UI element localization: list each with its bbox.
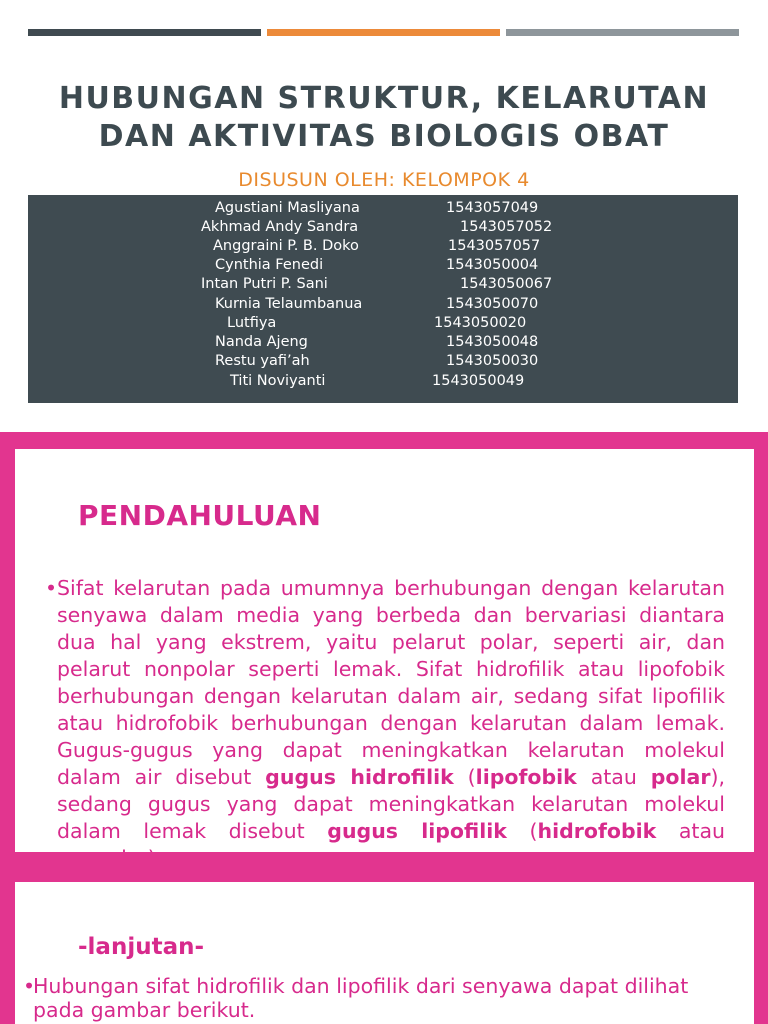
section-heading: PENDAHULUAN [78, 499, 322, 532]
member-name: Restu yafi’ah [215, 353, 310, 369]
member-nim: 1543050067 [460, 276, 553, 292]
member-row [28, 256, 738, 275]
title-line-2: DAN AKTIVITAS BIOLOGIS OBAT [98, 119, 670, 154]
slide-pendahuluan [0, 432, 768, 852]
member-row [28, 314, 738, 333]
section-heading: -lanjutan- [78, 934, 205, 960]
intro-paragraph [45, 575, 726, 872]
member-name: Cynthia Fenedi [215, 257, 324, 273]
paragraph-text: ( [453, 765, 476, 789]
paragraph-text: atau [576, 765, 651, 789]
bold-term: polar [650, 765, 711, 789]
paragraph-text: Hubungan sifat hidrofilik dan lipofilik dari senyawa dapat dilihat pada gambar berikut. [33, 974, 689, 1022]
member-name: Titi Noviyanti [230, 373, 326, 389]
accent-bar-gray [506, 29, 739, 36]
paragraph-text: Sifat kelarutan pada umumnya berhubungan dengan kelarutan senyawa dalam media yang berbeda dan bervariasi diantara dua hal yang ekstrem, yaitu pelarut polar, seperti air, dan pelarut nonpolar seperti lemak. Sifat hidrofilik atau lipofobik berhubungan dengan kelarutan dalam air, sedang sifat lipofilik atau hidrofobik berhubungan dengan kelarutan dalam lemak. Gugus-gugus yang dapat meningkatkan kelarutan molekul dalam air disebut [57, 576, 725, 789]
paragraph-text: ), sedang gugus yang dapat meningkatkan kelarutan molekul dalam lemak disebut [57, 765, 725, 843]
member-nim: 1543050070 [446, 296, 539, 312]
paragraph-text: ( [506, 819, 538, 843]
member-nim: 1543050048 [446, 334, 539, 350]
member-nim: 1543057057 [448, 238, 541, 254]
member-row [28, 372, 738, 391]
member-nim: 1543050020 [434, 315, 527, 331]
member-name: Nanda Ajeng [215, 334, 308, 350]
slide-title [0, 0, 768, 432]
slide-title-heading [0, 80, 768, 156]
title-line-1: HUBUNGAN STRUKTUR, KELARUTAN [58, 81, 710, 116]
member-row [28, 333, 738, 352]
slide-subtitle: DISUSUN OLEH: KELOMPOK 4 [238, 169, 530, 191]
member-row [28, 295, 738, 314]
bullet-marker: • [23, 974, 36, 998]
member-row [28, 199, 738, 218]
member-name: Agustiani Masliyana [215, 200, 360, 216]
member-nim: 1543050049 [432, 373, 525, 389]
paragraph-text: atau [678, 819, 726, 843]
member-nim: 1543057049 [446, 200, 539, 216]
member-row [28, 275, 738, 294]
member-name: Lutfiya [227, 315, 277, 331]
lanjutan-paragraph [23, 974, 713, 1022]
slide-lanjutan [0, 852, 768, 1024]
member-name: Anggraini P. B. Doko [213, 238, 359, 254]
member-row [28, 352, 738, 371]
bold-term: lipofobik [475, 765, 577, 789]
member-row [28, 218, 738, 237]
slide-content-card [15, 882, 754, 1024]
slide-content-card [15, 449, 754, 852]
member-name: Akhmad Andy Sandra [201, 219, 359, 235]
accent-bar-dark [28, 29, 261, 36]
bold-term: gugus lipofilik [327, 819, 507, 843]
bullet-marker: • [45, 576, 58, 600]
member-name: Kurnia Telaumbanua [215, 296, 363, 312]
member-nim: 1543050030 [446, 353, 539, 369]
member-nim: 1543050004 [446, 257, 539, 273]
member-list-panel [28, 195, 738, 403]
bold-term: hidrofobik [537, 819, 657, 843]
member-nim: 1543057052 [460, 219, 553, 235]
accent-bar-orange [267, 29, 500, 36]
bold-term: gugus hidrofilik [265, 765, 454, 789]
member-row [28, 237, 738, 256]
member-name: Intan Putri P. Sani [201, 276, 328, 292]
